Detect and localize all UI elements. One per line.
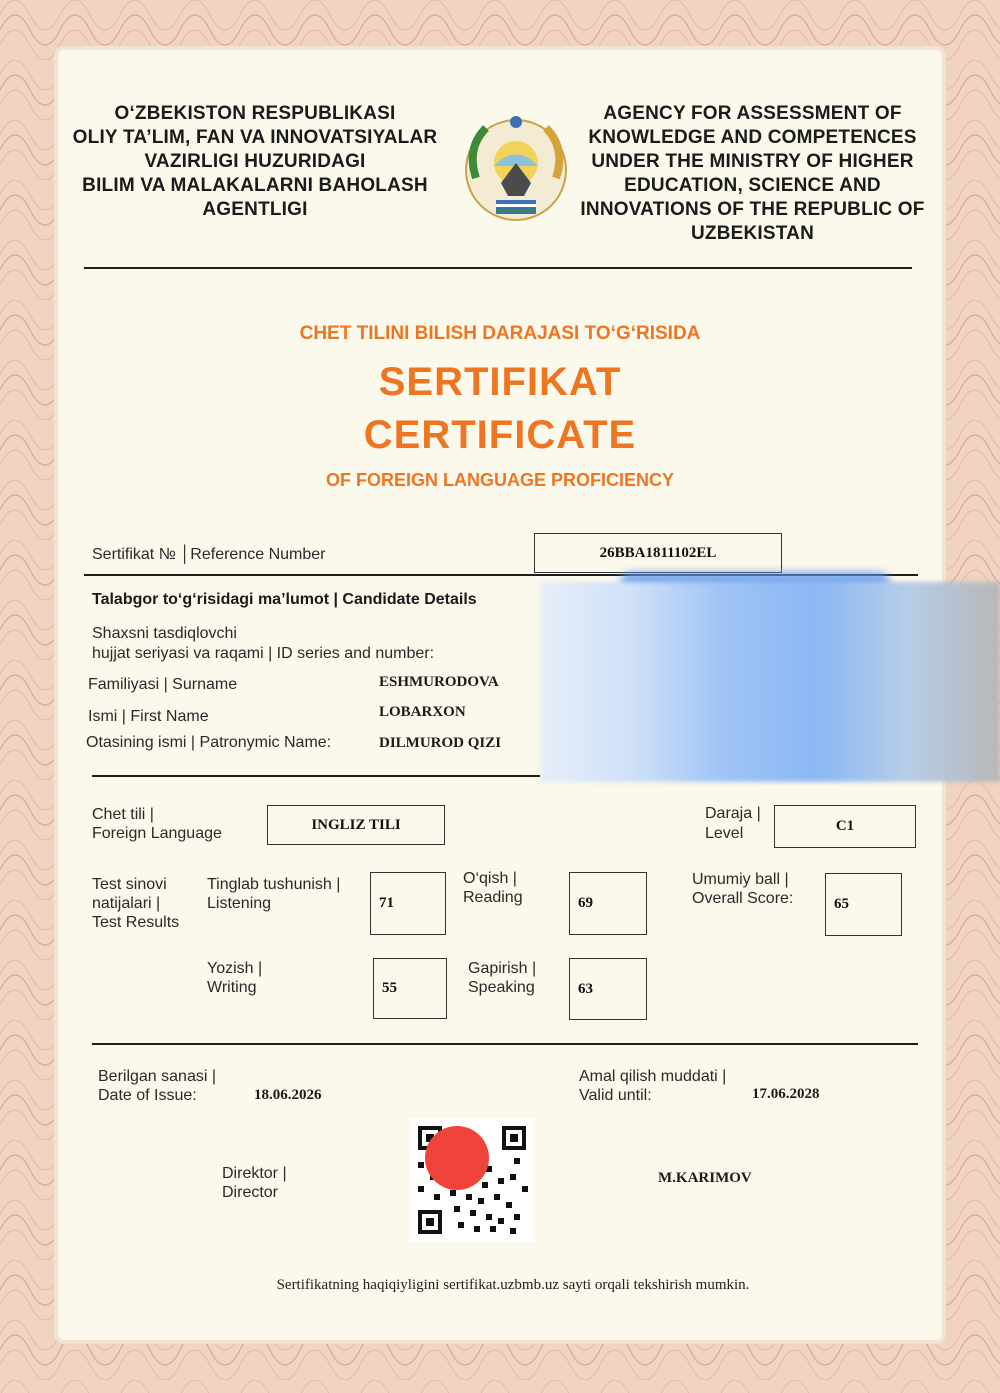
writing-label-2: Writing (207, 979, 257, 996)
header-right-line: EDUCATION, SCIENCE AND (624, 175, 881, 196)
level-label-1: Daraja | (705, 805, 761, 822)
results-label-1: Test sinovi (92, 876, 167, 893)
title-sub: OF FOREIGN LANGUAGE PROFICIENCY (325, 470, 674, 490)
writing-label-1: Yozish | (207, 960, 263, 977)
header-left-line: AGENTLIGI (202, 199, 308, 220)
listening-label-1: Tinglab tushunish | (207, 876, 341, 893)
level-label-2: Level (705, 825, 744, 842)
firstname-label: Ismi | First Name (88, 708, 209, 725)
title-pre: CHET TILINI BILISH DARAJASI TO‘G‘RISIDA (299, 323, 701, 344)
overall-score-box: 65 (825, 873, 902, 936)
surname-value: ESHMURODOVA (379, 674, 499, 690)
language-value-box: INGLIZ TILI (267, 805, 445, 845)
header-right-line: UZBEKISTAN (690, 223, 815, 244)
reading-label-1: O‘qish | (463, 870, 517, 887)
level-value-box: C1 (774, 805, 916, 848)
speaking-label-1: Gapirish | (468, 960, 537, 977)
verification-note: Sertifikatning haqiqiyligini sertifikat.uzbmb.uz sayti orqali tekshirish mumkin. (276, 1277, 750, 1293)
header-left-line: OLIY TA’LIM, FAN VA INNOVATSIYALAR (72, 127, 438, 148)
writing-score-box: 55 (373, 958, 447, 1019)
overall-label-1: Umumiy ball | (692, 871, 789, 888)
results-label-2: natijalari | (92, 895, 161, 912)
language-label-2: Foreign Language (92, 825, 222, 842)
qr-code-graphic (410, 1118, 534, 1242)
language-label-1: Chet tili | (92, 806, 154, 823)
listening-label-2: Listening (207, 895, 272, 912)
qr-code-icon[interactable] (410, 1118, 534, 1242)
director-label-1: Direktor | (222, 1165, 287, 1182)
header-left-line: VAZIRLIGI HUZURIDAGI (144, 151, 366, 172)
surname-label: Familiyasi | Surname (88, 676, 238, 693)
speaking-label-2: Speaking (468, 979, 535, 996)
id-label-1: Shaxsni tasdiqlovchi (92, 625, 237, 642)
header-left-line: O‘ZBEKISTON RESPUBLIKASI (114, 103, 396, 124)
issue-label-2: Date of Issue: (98, 1087, 197, 1104)
listening-score-box: 71 (370, 872, 446, 935)
patronymic-value: DILMUROD QIZI (379, 735, 502, 751)
header-right-line: KNOWLEDGE AND COMPETENCES (588, 127, 917, 148)
reference-number-box: 26BBA1811102EL (534, 533, 782, 573)
candidate-divider (92, 775, 540, 777)
reading-label-2: Reading (463, 889, 523, 906)
valid-date-value: 17.06.2028 (752, 1086, 820, 1102)
issue-label-1: Berilgan sanasi | (98, 1068, 216, 1085)
header-right-line: AGENCY FOR ASSESSMENT OF (603, 103, 902, 124)
header-divider (84, 267, 912, 269)
id-label-2: hujjat seriyasi va raqami | ID series and number: (92, 645, 435, 662)
speaking-score-box: 63 (569, 958, 647, 1020)
valid-label-2: Valid until: (579, 1087, 652, 1104)
state-emblem-icon (456, 108, 576, 228)
results-label-3: Test Results (92, 914, 180, 931)
header-right (580, 102, 925, 246)
issue-date-value: 18.06.2026 (254, 1087, 322, 1103)
candidate-section-title: Talabgor to‘g‘risidagi ma’lumot | Candidate Details (92, 591, 477, 608)
redaction-blur (540, 582, 1000, 782)
header-right-line: INNOVATIONS OF THE REPUBLIC OF (580, 199, 925, 220)
director-name: M.KARIMOV (658, 1170, 752, 1186)
header-left-line: BILIM VA MALAKALARNI BAHOLASH (82, 175, 428, 196)
reference-label: Sertifikat № │Reference Number (92, 546, 326, 563)
valid-label-1: Amal qilish muddati | (579, 1068, 727, 1085)
title-main-uz: SERTIFIKAT (378, 360, 622, 404)
reading-score-box: 69 (569, 872, 647, 935)
patronymic-label: Otasining ismi | Patronymic Name: (86, 734, 332, 751)
firstname-value: LOBARXON (379, 704, 466, 720)
overall-label-2: Overall Score: (692, 890, 794, 907)
header-right-line: UNDER THE MINISTRY OF HIGHER (591, 151, 914, 172)
title-main-en: CERTIFICATE (363, 413, 637, 457)
results-divider (92, 1043, 918, 1045)
director-label-2: Director (222, 1184, 279, 1201)
header-left (70, 102, 440, 222)
